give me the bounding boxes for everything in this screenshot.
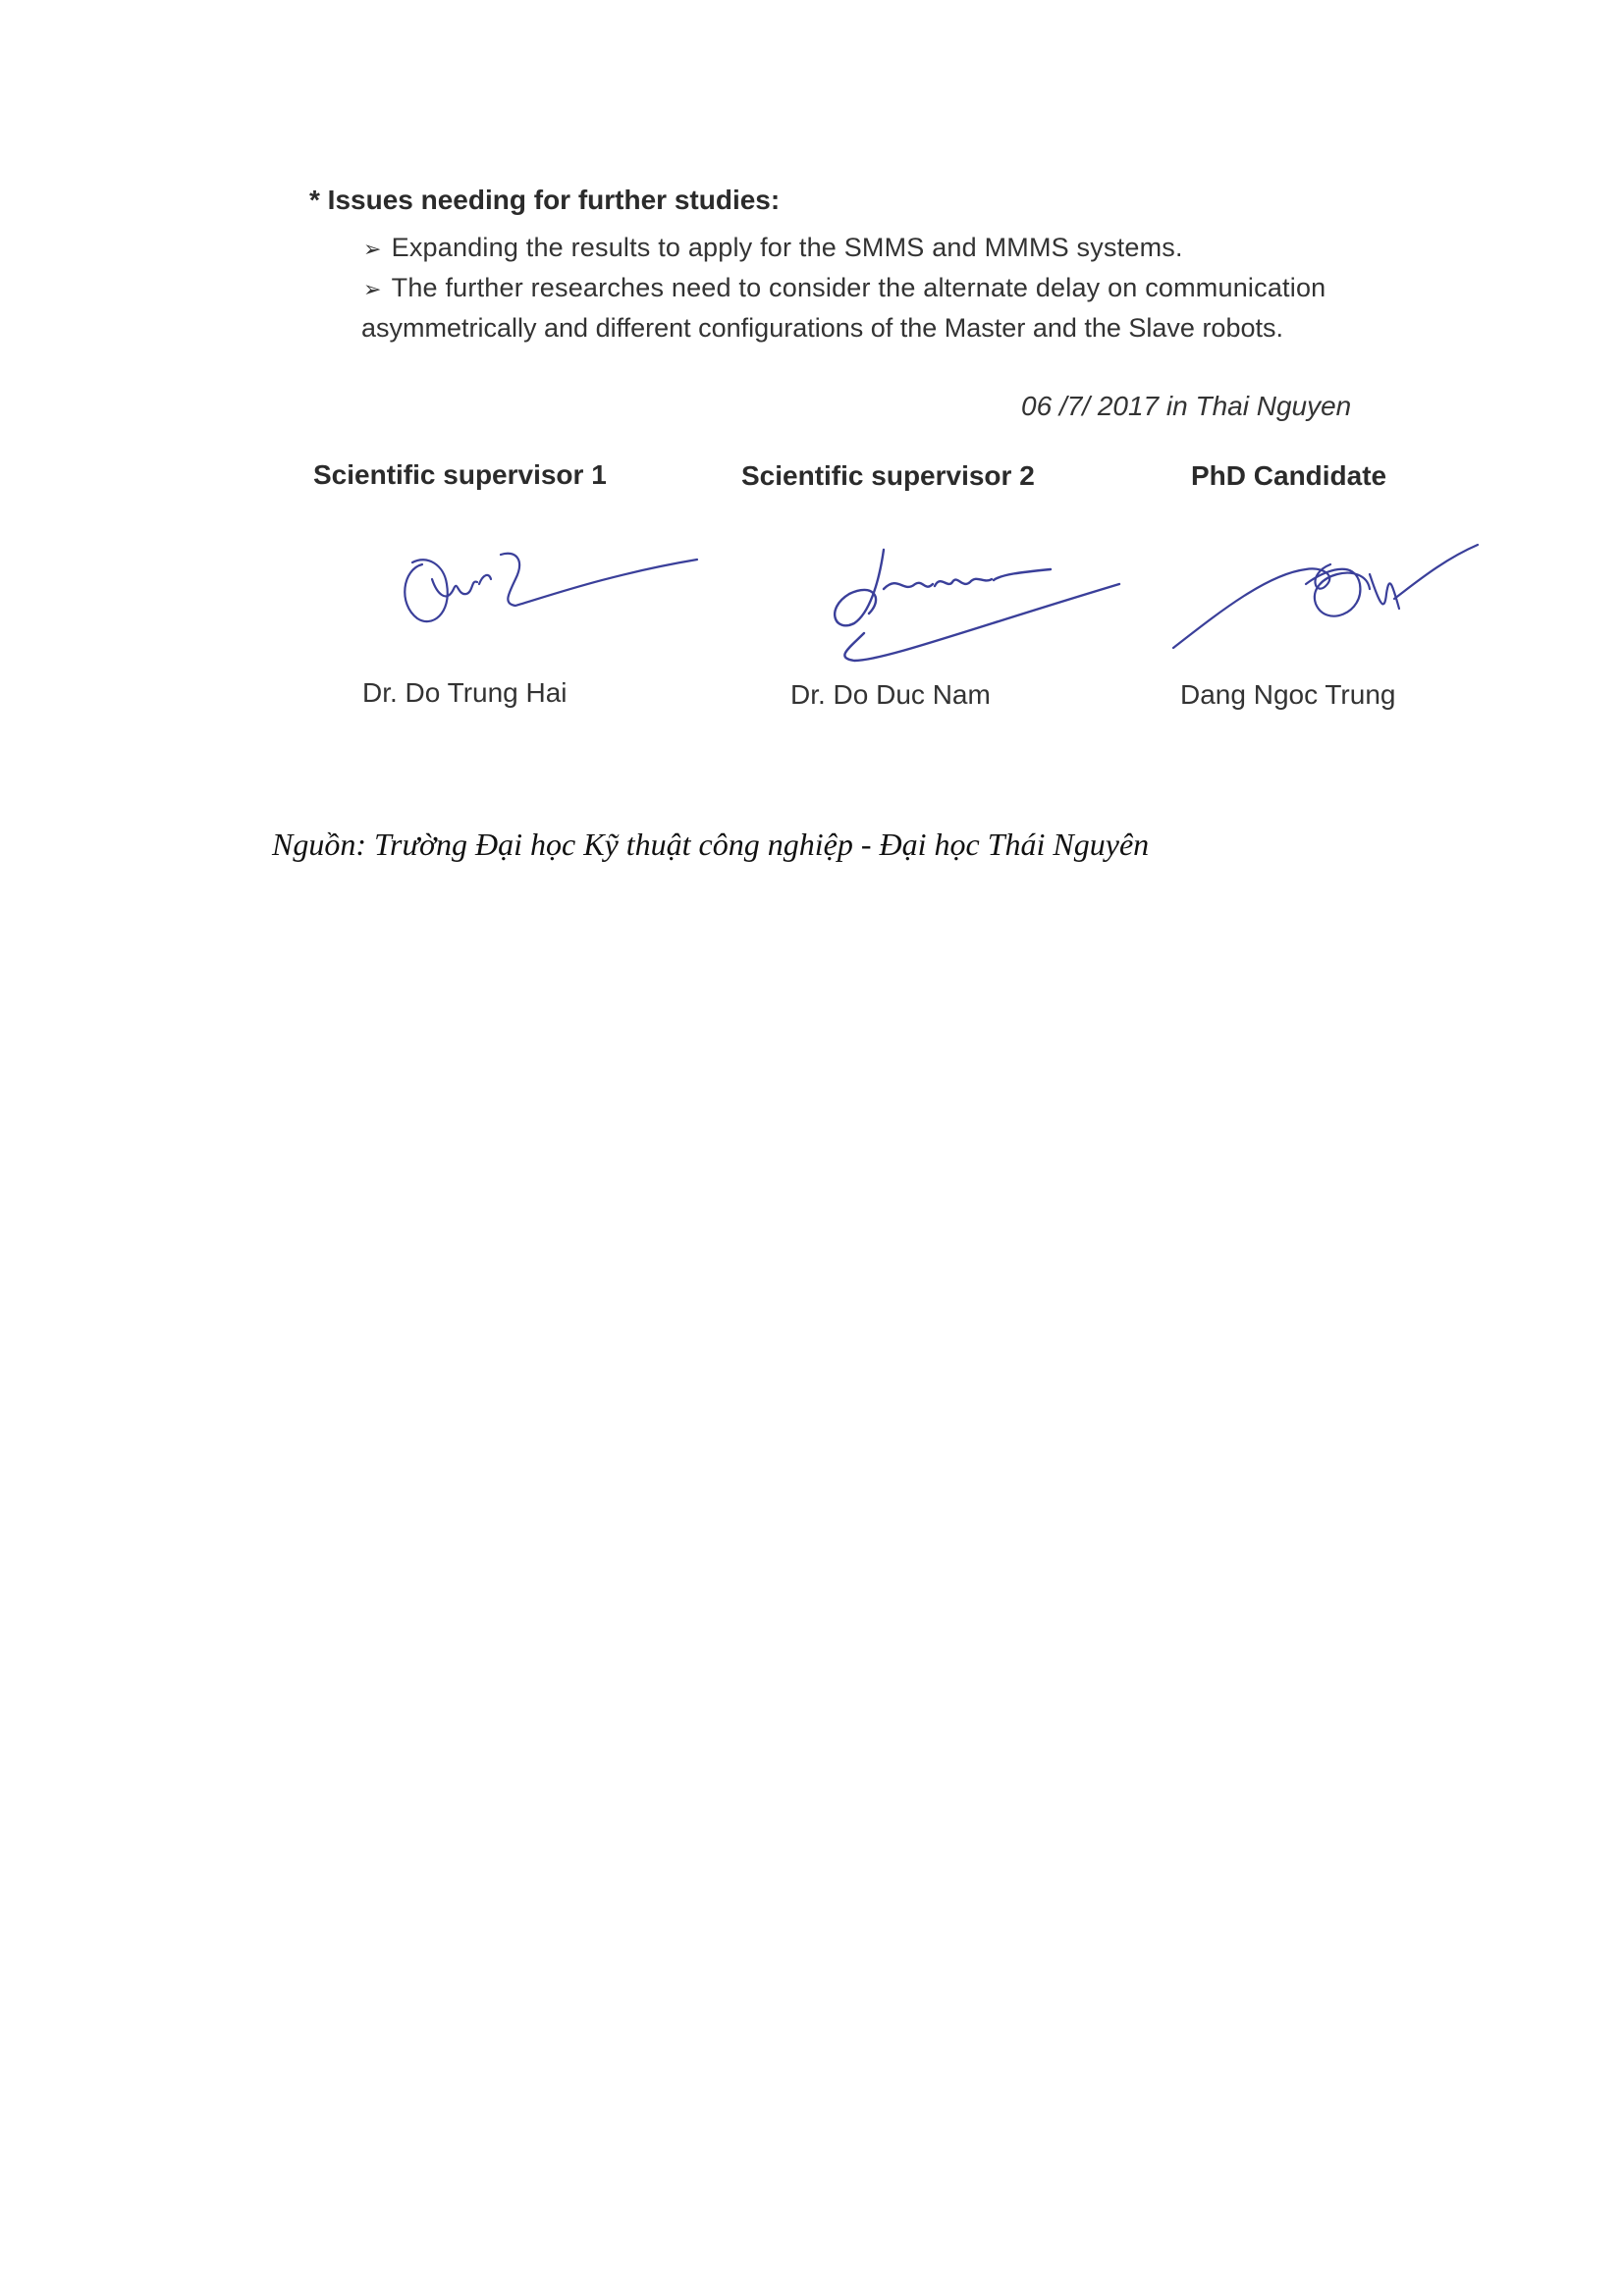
signatory-name-3: Dang Ngoc Trung [1180,679,1396,710]
bullet-text-1: Expanding the results to apply for the SMMS and MMMS systems. [391,233,1183,262]
signatory-title-3: PhD Candidate [1191,460,1387,491]
signatory-name-1: Dr. Do Trung Hai [362,677,568,708]
signatory-title-2: Scientific supervisor 2 [741,460,1035,491]
arrow-bullet-icon: ➢ [363,237,382,261]
date-place: 06 /7/ 2017 in Thai Nguyen [1021,391,1352,421]
signature-1 [393,535,707,633]
bullet-item-2 [363,273,1325,303]
arrow-bullet-icon: ➢ [363,277,382,301]
signature-3 [1159,515,1483,653]
source-note: Nguồn: Trường Đại học Kỹ thuật công nghiệp - Đại học Thái Nguyên [272,827,1150,862]
signatory-title-1: Scientific supervisor 1 [313,459,607,490]
bullet-text-2-continuation: asymmetrically and different configurations of the Master and the Slave robots. [361,313,1283,343]
signatory-name-2: Dr. Do Duc Nam [790,679,991,710]
bullet-item-1 [363,233,1183,263]
signature-2 [825,545,1129,682]
bullet-text-2: The further researches need to consider the alternate delay on communication [391,273,1326,302]
further-studies-heading: * Issues needing for further studies: [309,185,781,215]
